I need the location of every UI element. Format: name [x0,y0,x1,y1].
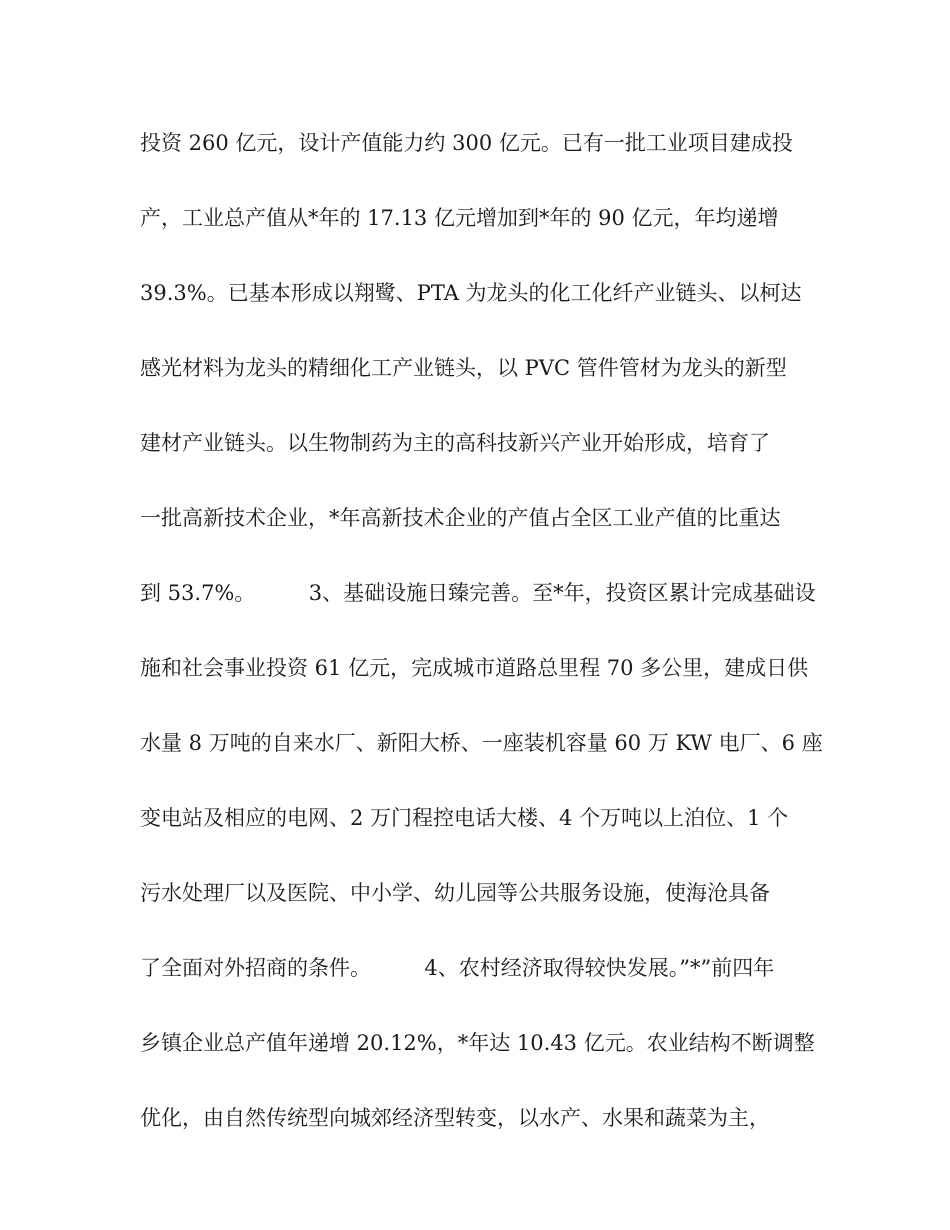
paragraph-line: 了全面对外招商的条件。 4、农村经济取得较快发展。”*”前四年 [140,956,775,980]
paragraph-line: 投资 260 亿元，设计产值能力约 300 亿元。已有一批工业项目建成投 [140,131,793,155]
paragraph-line: 产，工业总产值从*年的 17.13 亿元增加到*年的 90 亿元，年均递增 [140,206,779,230]
paragraph-line: 建材产业链头。以生物制药为主的高科技新兴产业开始形成，培育了 [140,431,770,455]
paragraph-line: 施和社会事业投资 61 亿元，完成城市道路总里程 70 多公里，建成日供 [140,656,809,680]
paragraph-line: 39.3%。已基本形成以翔鹭、PTA 为龙头的化工化纤产业链头、以柯达 [140,281,802,305]
paragraph-line: 乡镇企业总产值年递增 20.12%，*年达 10.43 亿元。农业结构不断调整 [140,1031,815,1055]
paragraph-line: 变电站及相应的电网、2 万门程控电话大楼、4 个万吨以上泊位、1 个 [140,806,789,830]
paragraph-line: 到 53.7%。 3、基础设施日臻完善。至*年，投资区累计完成基础设 [140,581,816,605]
paragraph-line: 一批高新技术企业，*年高新技术企业的产值占全区工业产值的比重达 [140,506,781,530]
paragraph-line: 优化，由自然传统型向城郊经济型转变，以水产、水果和蔬菜为主， [140,1106,770,1130]
paragraph-line: 感光材料为龙头的精细化工产业链头，以 PVC 管件管材为龙头的新型 [140,356,787,380]
paragraph-line: 水量 8 万吨的自来水厂、新阳大桥、一座装机容量 60 万 KW 电厂、6 座 [140,731,823,755]
paragraph-line: 污水处理厂以及医院、中小学、幼儿园等公共服务设施，使海沧具备 [140,881,770,905]
